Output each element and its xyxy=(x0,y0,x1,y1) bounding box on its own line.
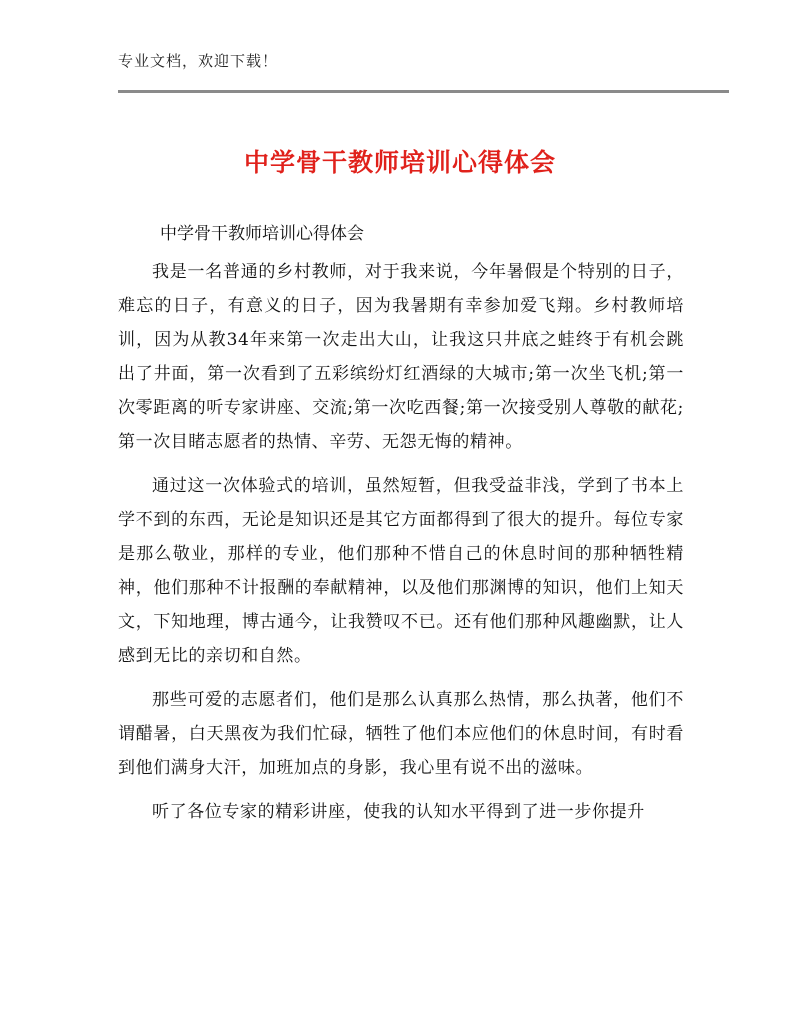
paragraph: 通过这一次体验式的培训，虽然短暂，但我受益非浅，学到了书本上学不到的东西，无论是知识还是其它方面都得到了很大的提升。每位专家是那么敬业，那样的专业，他们那种不惜自己的休息时间的那种牺牲精神，他们那种不计报酬的奉献精神，以及他们那渊博的知识，他们上知天文，下知地理，博古通今，让我赞叹不已。还有他们那种风趣幽默，让人感到无比的亲切和自然。 xyxy=(118,476,684,666)
header-divider xyxy=(118,90,729,93)
document-subheading: 中学骨干教师培训心得体会 xyxy=(160,224,364,244)
paragraph: 那些可爱的志愿者们，他们是那么认真那么热情，那么执著，他们不谓醋暑，白天黑夜为我们忙碌，牺牲了他们本应他们的休息时间，有时看到他们满身大汗，加班加点的身影，我心里有说不出的滋味。 xyxy=(118,690,684,778)
header-note: 专业文档，欢迎下载！ xyxy=(118,52,279,70)
paragraph: 我是一名普通的乡村教师，对于我来说，今年暑假是个特别的日子，难忘的日子，有意义的日子，因为我暑期有幸参加爱飞翔。乡村教师培训，因为从教34年来第一次走出大山，让我这只井底之蛙终于有机会跳出了井面，第一次看到了五彩缤纷灯红酒绿的大城市;第一次坐飞机;第一次零距离的听专家讲座、交流;第一次吃西餐;第一次接受别人尊敬的献花;第一次目睹志愿者的热情、辛劳、无怨无悔的精神。 xyxy=(118,262,684,452)
paragraph: 听了各位专家的精彩讲座，使我的认知水平得到了进一步你提升 xyxy=(152,802,645,822)
document-body xyxy=(118,255,684,839)
document-title: 中学骨干教师培训心得体会 xyxy=(243,148,556,177)
